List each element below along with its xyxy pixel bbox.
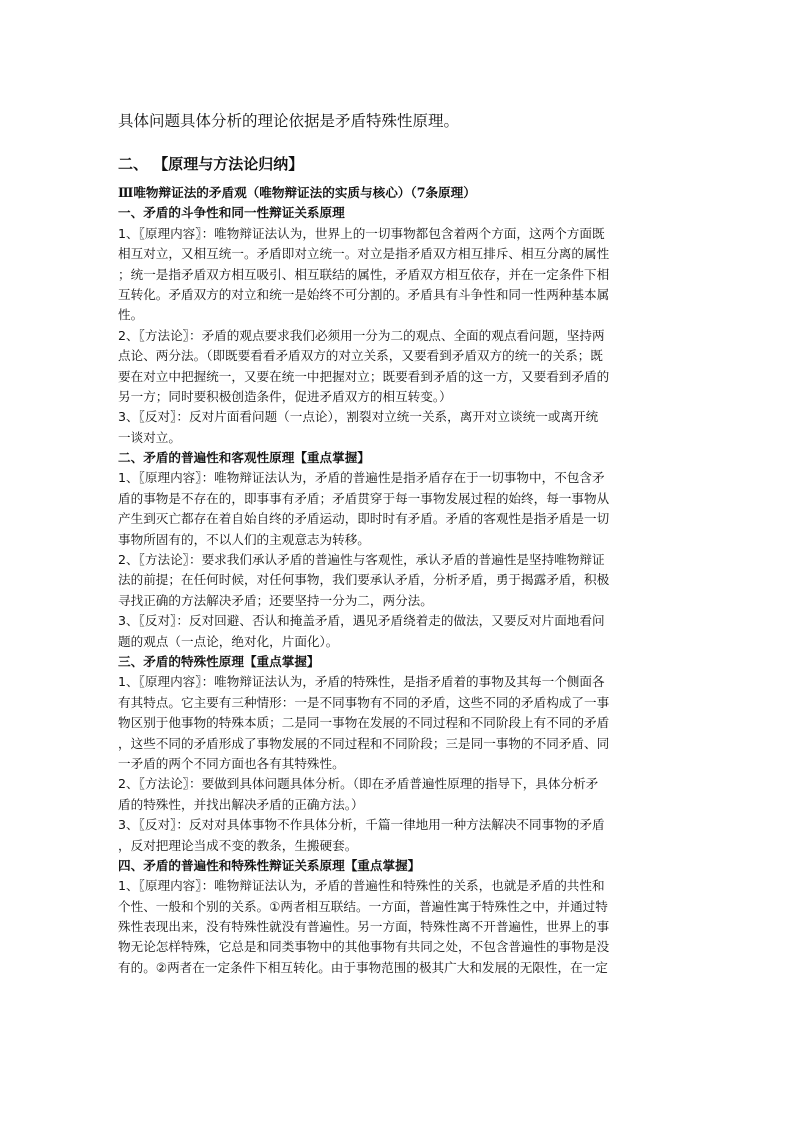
- text-line: 有其特点。它主要有三种情形：一是不同事物有不同的矛盾，这些不同的矛盾构成了一事: [118, 694, 610, 710]
- text-line: 盾的事物是不存在的，即事事有矛盾；矛盾贯穿于每一事物发展过程的始终，每一事物从: [118, 490, 610, 506]
- text-line: ；统一是指矛盾双方相互吸引、相互联结的属性，矛盾双方相互依存，并在一定条件下相: [118, 266, 610, 282]
- text-line: 3、〖反对〗：反对回避、否认和掩盖矛盾，遇见矛盾绕着走的做法，又要反对片面地看问: [118, 613, 605, 629]
- text-line: 殊性表现出来，没有特殊性就没有普遍性。另一方面，特殊性离不开普遍性，世界上的事: [118, 919, 610, 935]
- text-line: 另一方；同时要积极创造条件，促进矛盾双方的相互转变。）: [118, 388, 452, 404]
- text-line: 2、〖方法论〗：要做到具体问题具体分析。（即在矛盾普遍性原理的指导下，具体分析矛: [118, 776, 599, 792]
- heading-line: Ⅲ唯物辩证法的矛盾观（唯物辩证法的实质与核心）（7条原理）: [118, 185, 476, 200]
- text-line: 1、〖原理内容〗：唯物辩证法认为，世界上的一切事物都包含着两个方面，这两个方面既: [118, 225, 605, 241]
- heading-line: 四、矛盾的普遍性和特殊性辩证关系原理【重点掌握】: [118, 857, 421, 873]
- text-line: 相互对立，又相互统一。矛盾即对立统一。对立是指矛盾双方相互排斥、相互分离的属性: [118, 246, 610, 262]
- text-line: 3、〖反对〗：反对片面看问题（一点论），割裂对立统一关系，离开对立谈统一或离开统: [118, 409, 599, 425]
- text-line: 1、〖原理内容〗：唯物辩证法认为，矛盾的特殊性，是指矛盾着的事物及其每一个侧面各: [118, 674, 605, 690]
- text-line: 盾的特殊性，并找出解决矛盾的正确方法。）: [118, 796, 364, 812]
- text-line: 物无论怎样特殊，它总是和同类事物中的其他事物有共同之处，不包含普遍性的事物是没: [118, 939, 610, 955]
- text-line: 个性、一般和个别的关系。①两者相互联结。一方面，普遍性寓于特殊性之中，并通过特: [118, 898, 608, 914]
- text-line: 法的前提；在任何时候，对任何事物，我们要承认矛盾，分析矛盾，勇于揭露矛盾，积极: [118, 572, 610, 588]
- text-line: 2、〖方法论〗：要求我们承认矛盾的普遍性与客观性，承认矛盾的普遍性是坚持唯物辩证: [118, 552, 605, 568]
- text-line: 1、〖原理内容〗：唯物辩证法认为，矛盾的普遍性是指矛盾存在于一切事物中，不包含矛: [118, 470, 605, 486]
- heading-line: 三、矛盾的特殊性原理【重点掌握】: [118, 653, 320, 669]
- text-line: 题的观点（一点论，绝对化，片面化）。: [118, 633, 339, 649]
- text-line: 物区别于他事物的特殊本质；二是同一事物在发展的不同过程和不同阶段上有不同的矛盾: [118, 715, 610, 731]
- text-line: ，反对把理论当成不变的教条，生搬硬套。: [118, 837, 358, 853]
- text-line: 点论、两分法。（即既要看看矛盾双方的对立关系，又要看到矛盾双方的统一的关系；既: [118, 348, 603, 364]
- text-line: 要在对立中把握统一，又要在统一中把握对立；既要看到矛盾的这一方，又要看到矛盾的: [118, 368, 610, 384]
- text-line: 3、〖反对〗：反对对具体事物不作具体分析，千篇一律地用一种方法解决不同事物的矛盾: [118, 817, 605, 833]
- text-line: 2、〖方法论〗：矛盾的观点要求我们必须用一分为二的观点、全面的观点看问题，坚持两: [118, 327, 605, 343]
- text-line: 一谈对立。: [118, 429, 181, 445]
- section-heading: 二、 【原理与方法论归纳】: [118, 155, 304, 173]
- text-line: 产生到灭亡都存在着自始自终的矛盾运动，即时时有矛盾。矛盾的客观性是指矛盾是一切: [118, 511, 610, 527]
- text-line: 互转化。矛盾双方的对立和统一是始终不可分割的。矛盾具有斗争性和同一性两种基本属: [118, 286, 610, 302]
- text-line: 一矛盾的两个不同方面也各有其特殊性。: [118, 755, 345, 771]
- text-line: 寻找正确的方法解决矛盾；还要坚持一分为二，两分法。: [118, 592, 433, 608]
- text-line: 事物所固有的，不以人们的主观意志为转移。: [118, 531, 370, 547]
- intro-paragraph: 具体问题具体分析的理论依据是矛盾特殊性原理。: [118, 112, 460, 130]
- text-line: ，这些不同的矛盾形成了事物发展的不同过程和不同阶段；三是同一事物的不同矛盾、同: [118, 735, 610, 751]
- text-line: 1、〖原理内容〗：唯物辩证法认为，矛盾的普遍性和特殊性的关系，也就是矛盾的共性和: [118, 878, 605, 894]
- heading-line: 一、矛盾的斗争性和同一性辩证关系原理: [118, 205, 345, 221]
- heading-line: 二、矛盾的普遍性和客观性原理【重点掌握】: [118, 450, 370, 466]
- text-line: 性。: [118, 307, 144, 323]
- text-line: 有的。②两者在一定条件下相互转化。由于事物范围的极其广大和发展的无限性，在一定: [118, 959, 608, 975]
- document-body: [118, 183, 658, 978]
